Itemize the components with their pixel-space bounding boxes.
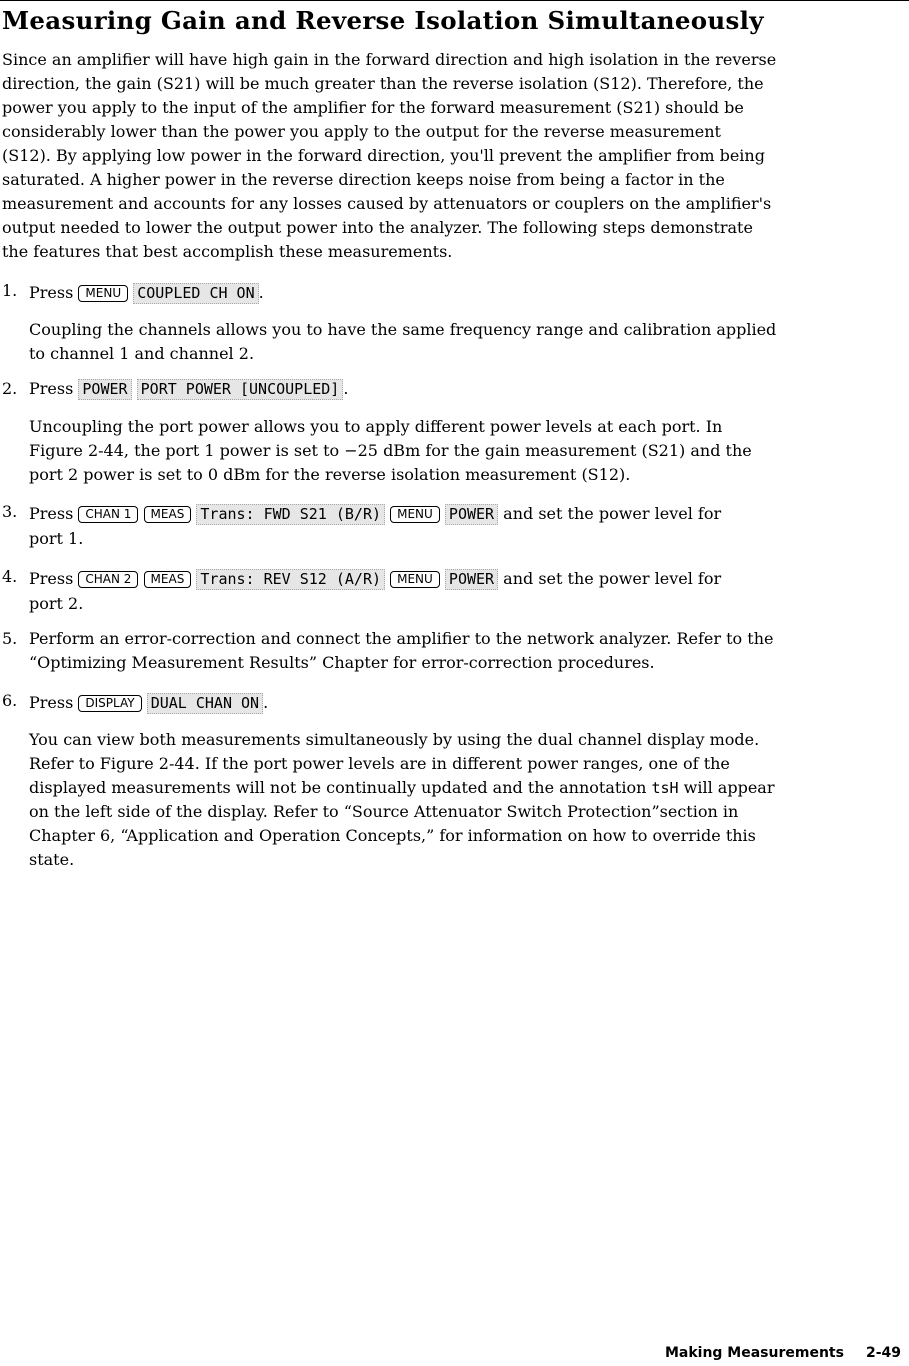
desc-text: displayed measurements will not be continually updated and the annotation [29,778,647,797]
step-6-instruction [29,691,268,715]
desc-line: port 1. [29,529,84,548]
trans-fwd-s21-softkey[interactable]: Trans: FWD S21 (B/R) [196,504,385,525]
intro-line: the features that best accomplish these measurements. [2,242,453,261]
power-softkey[interactable]: POWER [445,569,498,590]
top-rule [0,0,909,1]
intro-line: output needed to lower the output power into the analyzer. The following steps demonstrate [2,218,753,237]
intro-paragraph [2,48,776,264]
step-number: 6. [2,691,18,710]
trans-rev-s12-softkey[interactable]: Trans: REV S12 (A/R) [196,569,385,590]
desc-line: Coupling the channels allows you to have the same frequency range and calibration applied [29,320,777,339]
step-2-instruction [29,377,348,401]
step-4-continuation [29,592,83,616]
page-title: Measuring Gain and Reverse Isolation Simultaneously [2,6,764,35]
power-softkey[interactable]: POWER [78,379,131,400]
menu-hardkey[interactable]: MENU [78,285,128,302]
press-label: Press [29,569,74,588]
period: . [263,693,269,712]
footer-section-title: Making Measurements [664,1345,844,1361]
step-5-text [29,627,773,675]
menu-hardkey[interactable]: MENU [390,571,440,588]
intro-line: saturated. A higher power in the reverse direction keeps noise from being a factor in the [2,170,725,189]
step-tail-text: and set the power level for [503,504,722,523]
desc-line: Refer to Figure 2-44. If the port power levels are in different power ranges, one of the [29,754,730,773]
chan-1-hardkey[interactable]: CHAN 1 [78,506,138,523]
step-6-description [29,728,774,872]
dual-chan-on-softkey[interactable]: DUAL CHAN ON [147,693,263,714]
press-label: Press [29,379,74,398]
desc-line: to channel 1 and channel 2. [29,344,255,363]
press-label: Press [29,504,74,523]
step-3-continuation [29,527,83,551]
step-1-description [29,318,776,366]
step-2-description [29,415,752,487]
intro-line: (S12). By applying low power in the forward direction, you'll prevent the amplifier from being [2,146,765,165]
meas-hardkey[interactable]: MEAS [144,506,192,523]
step-3-instruction [29,502,721,526]
page-number: 2-49 [865,1345,901,1361]
desc-line [29,776,774,800]
display-hardkey[interactable]: DISPLAY [78,695,141,712]
menu-hardkey[interactable]: MENU [390,506,440,523]
period: . [258,283,264,302]
coupled-ch-on-softkey[interactable]: COUPLED CH ON [133,283,258,304]
intro-line: direction, the gain (S21) will be much greater than the reverse isolation (S12). Therefore, the [2,74,764,93]
step-number: 1. [2,281,18,300]
intro-line: Since an amplifier will have high gain in the forward direction and high isolation in the reverse [2,50,777,69]
step-number: 4. [2,567,18,586]
step-number: 5. [2,629,18,648]
chan-2-hardkey[interactable]: CHAN 2 [78,571,138,588]
intro-line: power you apply to the input of the amplifier for the forward measurement (S21) should be [2,98,744,117]
period: . [343,379,349,398]
desc-line: on the left side of the display. Refer to “Source Attenuator Switch Protection”section in [29,802,739,821]
step-1-instruction [29,281,264,305]
tsh-annotation: tsH [651,779,679,797]
step-number: 3. [2,502,18,521]
intro-line: considerably lower than the power you apply to the output for the reverse measurement [2,122,721,141]
desc-line: “Optimizing Measurement Results” Chapter for error-correction procedures. [29,653,655,672]
step-4-instruction [29,567,721,591]
port-power-uncoupled-softkey[interactable]: PORT POWER [UNCOUPLED] [137,379,344,400]
desc-line: state. [29,850,75,869]
step-number: 2. [2,379,18,398]
power-softkey[interactable]: POWER [445,504,498,525]
page-footer [665,1345,901,1361]
step-tail-text: and set the power level for [503,569,722,588]
desc-line: Chapter 6, “Application and Operation Concepts,” for information on how to override this [29,826,756,845]
desc-line: port 2. [29,594,84,613]
meas-hardkey[interactable]: MEAS [144,571,192,588]
press-label: Press [29,283,74,302]
desc-line: You can view both measurements simultaneously by using the dual channel display mode. [29,730,760,749]
desc-text: will appear [683,778,775,797]
desc-line: Perform an error-correction and connect the amplifier to the network analyzer. Refer to the [29,629,774,648]
desc-line: Figure 2-44, the port 1 power is set to −25 dBm for the gain measurement (S21) and the [29,441,752,460]
press-label: Press [29,693,74,712]
desc-line: Uncoupling the port power allows you to apply different power levels at each port. In [29,417,723,436]
intro-line: measurement and accounts for any losses caused by attenuators or couplers on the amplifier's [2,194,772,213]
desc-line: port 2 power is set to 0 dBm for the reverse isolation measurement (S12). [29,465,631,484]
